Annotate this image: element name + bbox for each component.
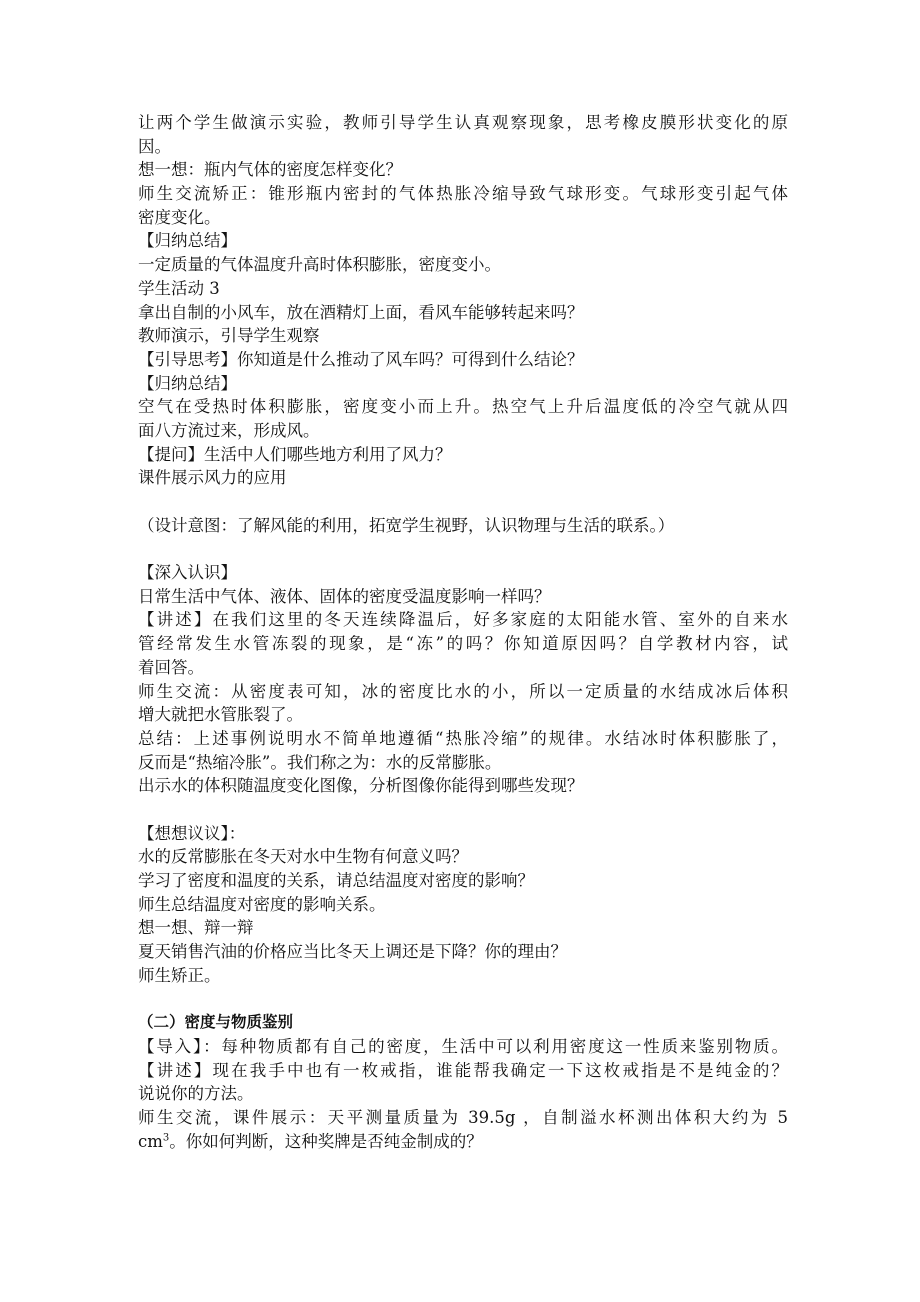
paragraph-line: 【引导思考】你知道是什么推动了风车吗？可得到什么结论？	[138, 349, 584, 369]
paragraph-line: 说说你的方法。	[138, 1084, 254, 1104]
paragraph-line: 让两个学生做演示实验，教师引导学生认真观察现象，思考橡皮膜形状变化的原	[138, 113, 788, 132]
question-text: 。你如何判断，这种奖牌是否纯金制成的？	[169, 1131, 483, 1151]
paragraph-line: 学生活动 3	[138, 278, 220, 298]
paragraph-line: 日常生活中气体、液体、固体的密度受温度影响一样吗？	[138, 586, 551, 606]
paragraph-line: 师生交流：从密度表可知，冰的密度比水的小，所以一定质量的水结成冰后体积	[138, 681, 788, 701]
section-heading: 【深入认识】	[138, 563, 237, 583]
paragraph-line: 【提问】生活中人们哪些地方利用了风力？	[138, 444, 452, 464]
paragraph-line: 师生总结温度对密度的影响关系。	[138, 894, 386, 914]
paragraph-line: 因。	[138, 136, 171, 156]
paragraph-line: 师生交流，课件展示：天平测量质量为 39.5g ，自制溢水杯测出体积大约为 5	[138, 1107, 788, 1127]
section-heading: 【想想议议】：	[138, 823, 246, 843]
unit-superscript: 3	[162, 1132, 170, 1144]
paragraph-line: 想一想：瓶内气体的密度怎样变化？	[138, 160, 402, 180]
section-heading: 【归纳总结】	[138, 373, 237, 393]
paragraph-line: 【讲述】在我们这里的冬天连续降温后，好多家庭的太阳能水管、室外的自来水	[138, 610, 788, 630]
paragraph-line: 课件展示风力的应用	[138, 468, 287, 488]
subsection-title: （二）密度与物质鉴别	[138, 1013, 294, 1032]
paragraph-line: 师生交流矫正：锥形瓶内密封的气体热胀冷缩导致气球形变。气球形变引起气体	[138, 184, 788, 204]
paragraph-line: 增大就把水管胀裂了。	[138, 705, 303, 725]
paragraph-line: 面八方流过来，形成风。	[138, 420, 320, 440]
paragraph-line: 空气在受热时体积膨胀，密度变小而上升。热空气上升后温度低的冷空气就从四	[138, 397, 788, 417]
paragraph-line: 【导入】：每种物质都有自己的密度，生活中可以利用密度这一性质来鉴别物质。	[138, 1036, 788, 1056]
blank-line	[138, 798, 788, 822]
paragraph-line: 密度变化。	[138, 207, 221, 227]
design-intent-note: （设计意图：了解风能的利用，拓宽学生视野，认识物理与生活的联系。）	[138, 515, 675, 535]
paragraph-line: 【讲述】现在我手中也有一枚戒指，谁能帮我确定一下这枚戒指是不是纯金的？	[138, 1060, 788, 1080]
unit-cm: cm	[138, 1131, 163, 1151]
section-heading: 【归纳总结】	[138, 231, 237, 251]
blank-line	[138, 490, 788, 514]
blank-line	[138, 987, 788, 1011]
paragraph-line: 水的反常膨胀在冬天对水中生物有何意义吗？	[138, 847, 468, 867]
blank-line	[138, 537, 788, 561]
paragraph-line: 夏天销售汽油的价格应当比冬天上调还是下降？你的理由？	[138, 942, 567, 962]
paragraph-line: 管经常发生水管冻裂的现象，是“冻”的吗？你知道原因吗？自学教材内容，试	[138, 634, 788, 654]
paragraph-line: 反而是“热缩冷胀”。我们称之为：水的反常膨胀。	[138, 752, 502, 772]
paragraph-line: 着回答。	[138, 657, 204, 677]
paragraph-line: 拿出自制的小风车，放在酒精灯上面，看风车能够转起来吗？	[138, 302, 584, 322]
paragraph-line: 师生矫正。	[138, 965, 221, 985]
paragraph-line: 学习了密度和温度的关系，请总结温度对密度的影响？	[138, 871, 534, 890]
document-page	[138, 111, 788, 1153]
paragraph-line: 总结：上述事例说明水不简单地遵循“热胀冷缩”的规律。水结冰时体积膨胀了，	[138, 728, 788, 748]
paragraph-line: 出示水的体积随温度变化图像，分析图像你能得到哪些发现？	[138, 776, 584, 796]
paragraph-line: 想一想、辩一辩	[138, 918, 254, 938]
paragraph-line: 一定质量的气体温度升高时体积膨胀，密度变小。	[138, 255, 501, 275]
paragraph-line: 教师演示，引导学生观察	[138, 326, 320, 346]
paragraph-line	[138, 1130, 788, 1154]
